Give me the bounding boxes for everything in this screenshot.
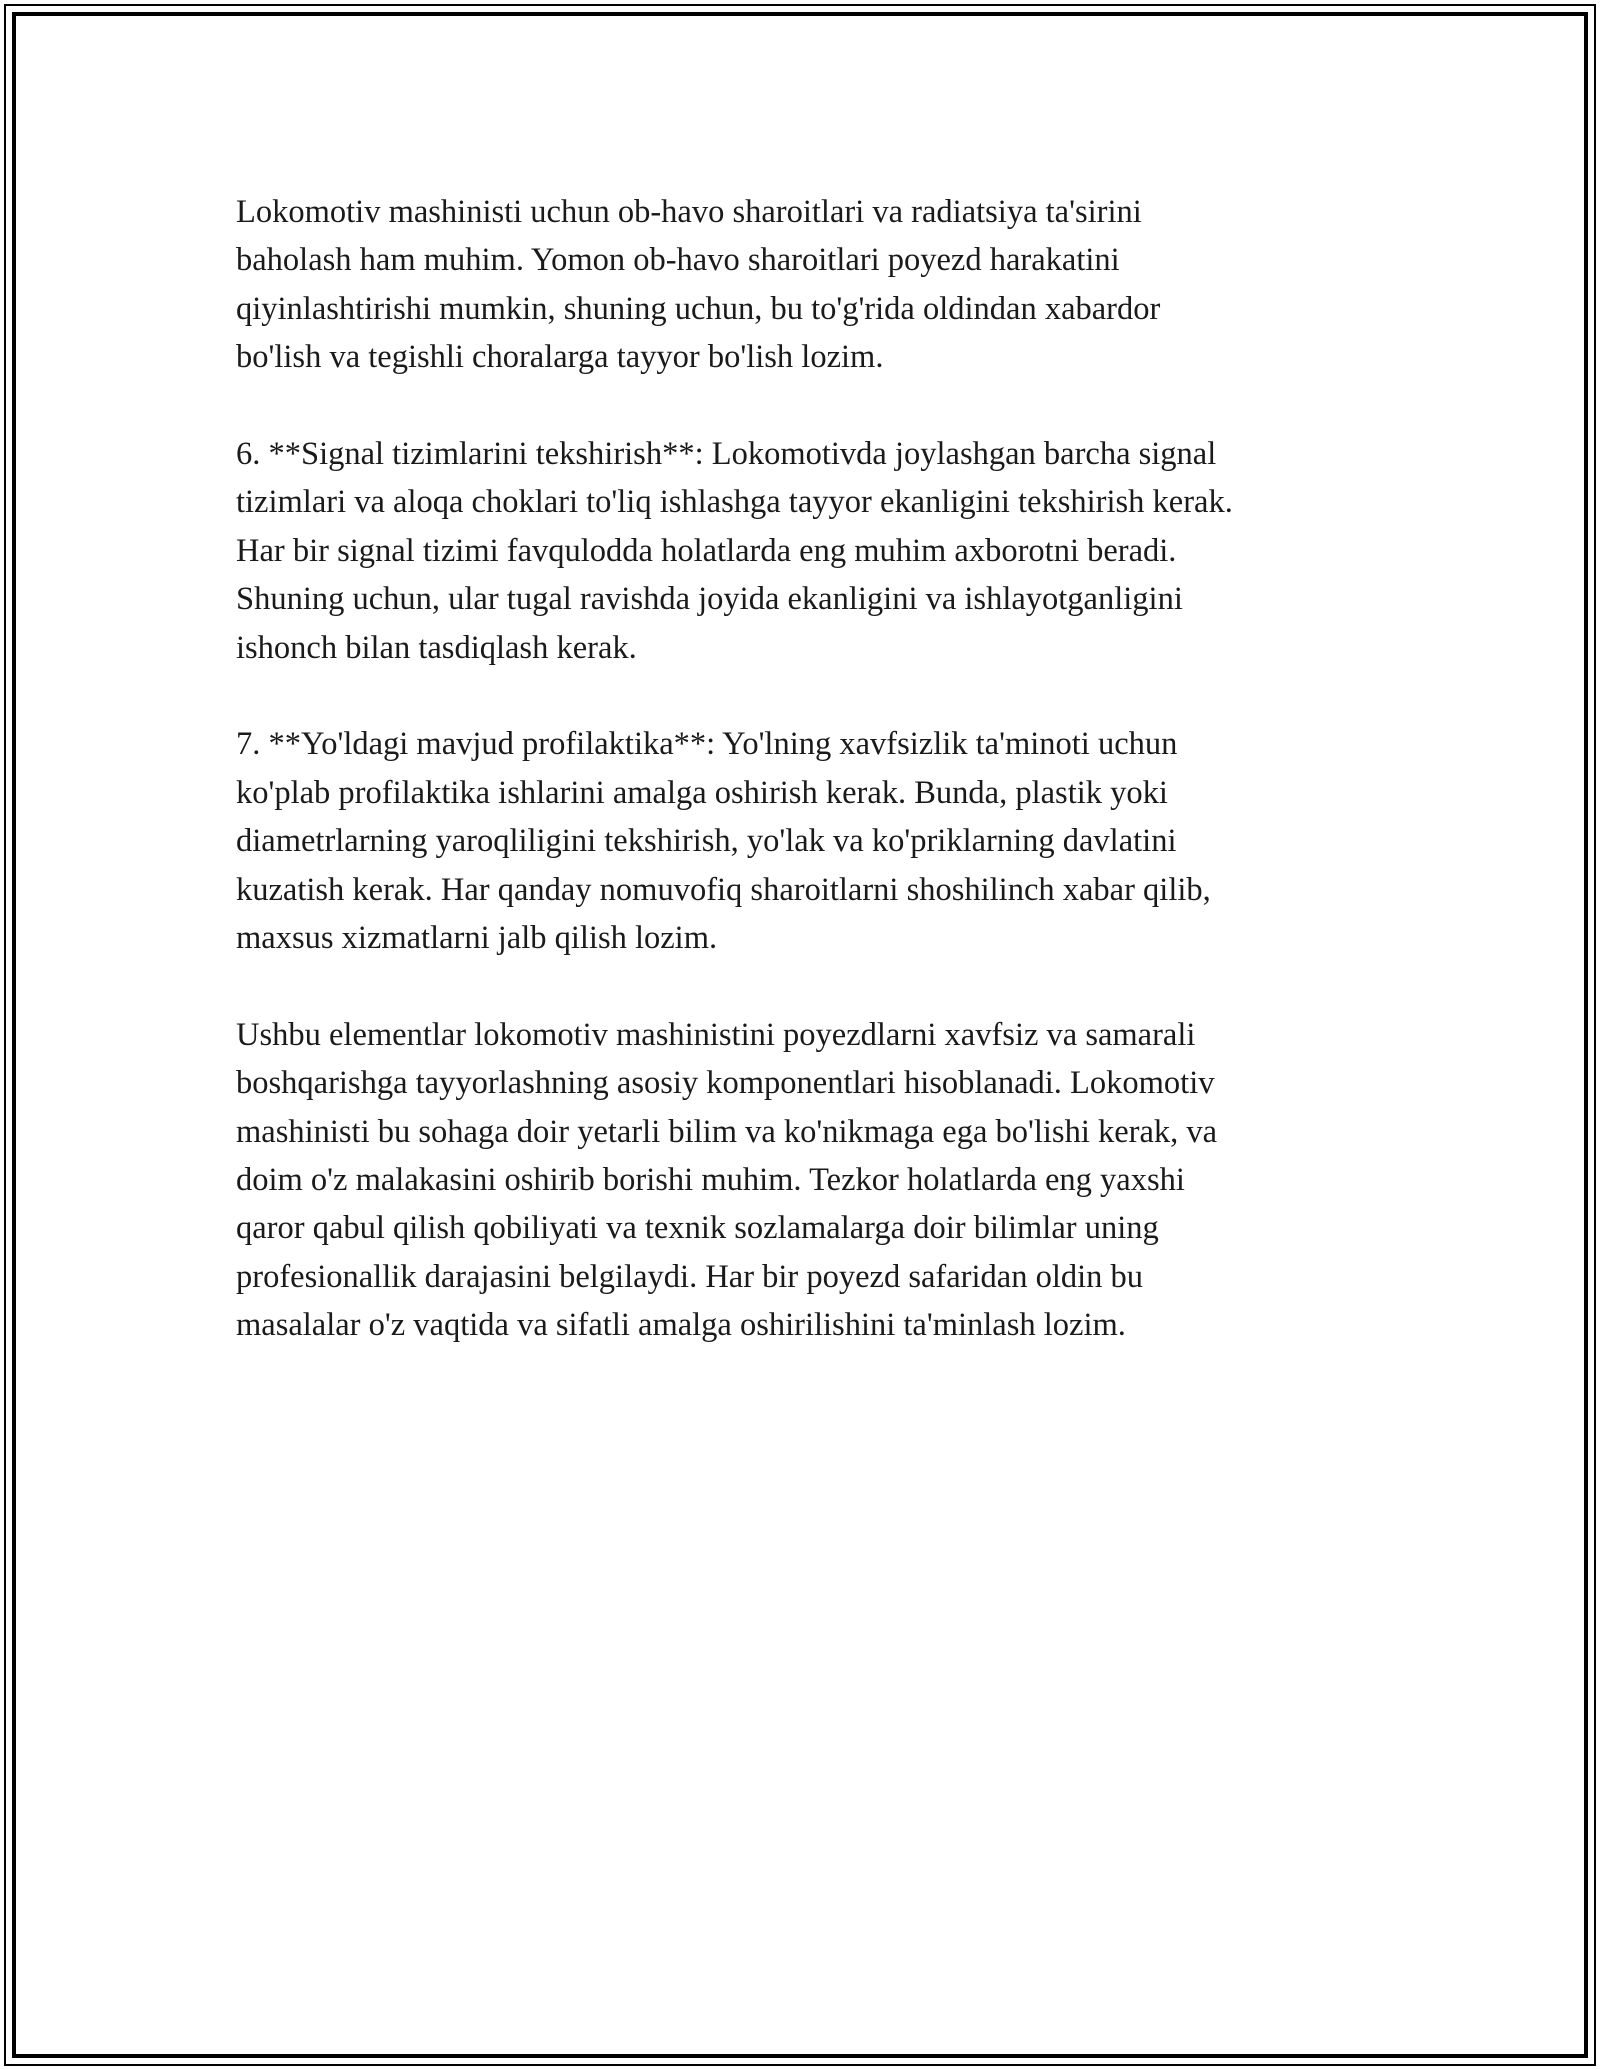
- paragraph-signal-systems: 6. **Signal tizimlarini tekshirish**: Lokomotivda joylashgan barcha signal tizimlari va aloqa choklari to'liq ishlashga tayyor ekanligini tekshirish kerak. Har bir signal tizimi favqulodda holatlarda eng muhim axborotni beradi. Shuning uchun, ular tugal ravishda joyida ekanligini va ishlayotganligini ishonch bilan tasdiqlash kerak.: [236, 436, 1233, 666]
- paragraph-track-maintenance: 7. **Yo'ldagi mavjud profilaktika**: Yo'lning xavfsizlik ta'minoti uchun ko'plab profilaktika ishlarini amalga oshirish kerak. Bunda, plastik yoki diametrlarning yaroqliligini tekshirish, yo'lak va ko'priklarning davlatini kuzatish kerak. Har qanday nomuvofiq sharoitlarni shoshilinch xabar qilib, maxsus xizmatlarni jalb qilish lozim.: [236, 726, 1211, 957]
- paragraph-weather-radiation: Lokomotiv mashinisti uchun ob-havo sharoitlari va radiatsiya ta'sirini baholash ham muhim. Yomon ob-havo sharoitlari poyezd harakatini qiyinlashtirishi mumkin, shuning uchun, bu to'g'rida oldindan xabardor bo'lish va tegishli choralarga tayyor bo'lish lozim.: [236, 194, 1161, 376]
- paragraph-conclusion: Ushbu elementlar lokomotiv mashinistini poyezdlarni xavfsiz va samarali boshqarishga tayyorlashning asosiy komponentlari hisoblanadi. Lokomotiv mashinisti bu sohaga doir yetarli bilim va ko'nikmaga ega bo'lishi kerak, va doim o'z malakasini oshirib borishi muhim. Tezkor holatlarda eng yaxshi qaror qabul qilish qobiliyati va texnik sozlamalarga doir bilimlar uning profesionallik darajasini belgilaydi. Har bir poyezd safaridan oldin bu masalalar o'z vaqtida va sifatli amalga oshirilishini ta'minlash lozim.: [236, 1016, 1218, 1344]
- document-body: [236, 188, 1386, 1398]
